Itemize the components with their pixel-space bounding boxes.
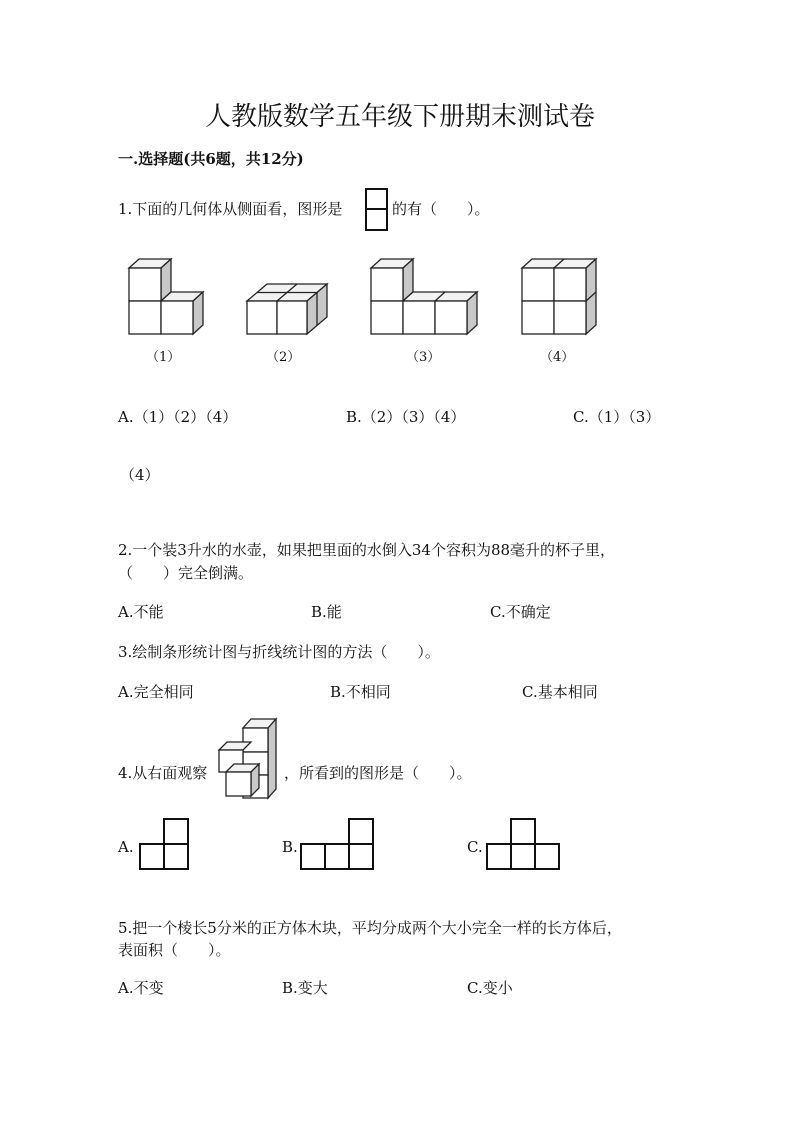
- q1-option-c-continued: （4）: [120, 466, 160, 484]
- q2-stem-line1: 2.一个装3升水的水壶，如果把里面的水倒入34个容积为88毫升的杯子里，: [118, 541, 616, 559]
- q1-figure-3-label: （3）: [406, 350, 441, 365]
- q3-option-b[interactable]: B.不相同: [330, 683, 391, 701]
- q4-option-a-figure[interactable]: [139, 818, 193, 872]
- q3-option-c[interactable]: C.基本相同: [522, 683, 598, 701]
- q4-block-figure: [218, 718, 280, 800]
- q4-stem-before: 4.从右面观察: [118, 764, 208, 782]
- q1-stem-after: 的有（ ）。: [392, 200, 490, 218]
- q1-figure-2: [246, 283, 330, 339]
- q5-option-a[interactable]: A.不变: [118, 979, 164, 997]
- q1-side-view-figure: [365, 188, 389, 232]
- q4-option-b-figure[interactable]: [300, 818, 378, 872]
- q2-option-b[interactable]: B.能: [311, 603, 342, 621]
- q4-stem-after: ，所看到的图形是（ ）。: [284, 764, 472, 782]
- q1-option-b[interactable]: B.（2）（3）（4）: [346, 408, 466, 426]
- q4-option-b[interactable]: B.: [282, 838, 298, 856]
- page-title: 人教版数学五年级下册期末测试卷: [204, 102, 595, 132]
- q2-option-a[interactable]: A.不能: [118, 603, 164, 621]
- q5-stem-line1: 5.把一个棱长5分米的正方体木块，平均分成两个大小完全一样的长方体后，: [118, 919, 622, 937]
- q2-stem-line2: （ ）完全倒满。: [118, 564, 254, 582]
- q1-figure-3: [370, 258, 482, 338]
- q3-option-a[interactable]: A.完全相同: [118, 683, 194, 701]
- q4-option-a[interactable]: A.: [118, 838, 134, 856]
- q5-option-b[interactable]: B.变大: [282, 979, 328, 997]
- q1-figure-1: [128, 258, 208, 338]
- q4-option-c-figure[interactable]: [486, 818, 564, 872]
- q1-option-a[interactable]: A.（1）（2）（4）: [118, 408, 238, 426]
- q1-figure-4: [521, 258, 601, 338]
- q5-option-c[interactable]: C.变小: [467, 979, 513, 997]
- q1-option-c[interactable]: C.（1）（3）: [573, 408, 661, 426]
- q5-stem-line2: 表面积（ ）。: [118, 941, 231, 959]
- q1-stem-before: 1.下面的几何体从侧面看，图形是: [118, 200, 343, 218]
- q4-option-c[interactable]: C.: [467, 838, 483, 856]
- q2-option-c[interactable]: C.不确定: [490, 603, 551, 621]
- q3-stem: 3.绘制条形统计图与折线统计图的方法（ ）。: [118, 643, 440, 661]
- q1-figure-2-label: （2）: [266, 350, 301, 365]
- section-heading: 一.选择题(共6题，共12分): [118, 150, 304, 168]
- q1-figure-4-label: （4）: [540, 350, 575, 365]
- q1-figure-1-label: （1）: [146, 350, 181, 365]
